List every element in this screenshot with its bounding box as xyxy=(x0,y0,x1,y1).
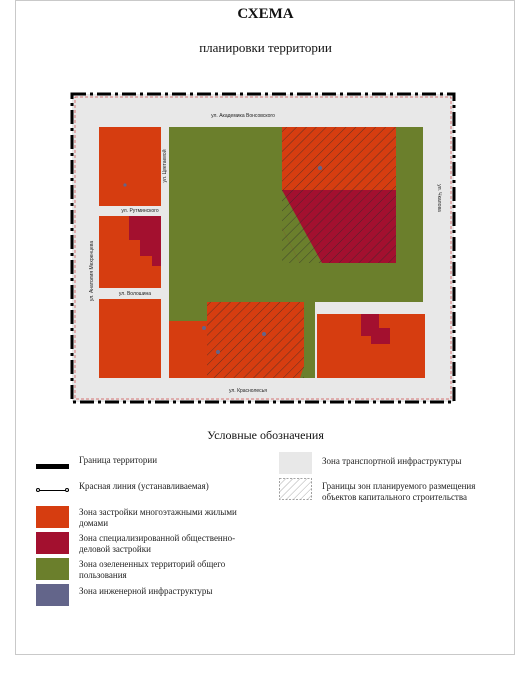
legend-label-transport: Зона транспортной инфраструктуры xyxy=(322,456,462,466)
engineering-point xyxy=(123,183,126,186)
engineering-point xyxy=(318,166,322,170)
street-label-left: ул. Анатолия Мехренцева xyxy=(89,240,95,302)
legend-swatch-planned xyxy=(279,478,312,500)
territory-map xyxy=(68,88,458,406)
residential-block-left-top xyxy=(99,127,161,206)
engineering-point xyxy=(202,326,206,330)
legend-swatch-transport xyxy=(279,452,312,474)
legend-swatch-public-business xyxy=(36,532,69,554)
legend-swatch-red-line xyxy=(36,480,69,502)
planned-zone-central xyxy=(282,127,396,263)
street-label-voloshina: ул. Волошина xyxy=(118,291,152,297)
street-label-rutminskogo: ул. Рутминского xyxy=(121,208,159,214)
residential-bottom-left xyxy=(169,321,207,378)
legend-label-engineering: Зона инженерной инфраструктуры xyxy=(79,586,213,596)
page-subtitle: планировки территории xyxy=(199,40,332,55)
legend-swatch-engineering xyxy=(36,584,69,606)
legend-label-green: Зона озелененных территорий общего пользования xyxy=(79,559,226,580)
legend-swatch-green xyxy=(36,558,69,580)
street-label-top: ул. Академика Вонсовского xyxy=(211,113,275,119)
legend-title: Условные обозначения xyxy=(207,428,324,442)
legend-swatch-residential xyxy=(36,506,69,528)
engineering-point xyxy=(262,332,266,336)
green-strip-right xyxy=(396,127,423,263)
page-title: СХЕМА xyxy=(237,6,294,22)
planned-zone-bottom xyxy=(207,302,304,378)
legend-label-boundary: Граница территории xyxy=(79,455,158,465)
residential-block-left-bottom xyxy=(99,299,161,378)
street-label-bottom: ул. Краснолесья xyxy=(228,388,268,394)
legend-swatch-boundary xyxy=(36,456,69,478)
street-label-tsvetaevoy: ул. Цветаевой xyxy=(162,149,168,183)
street-label-right: ул. Чкалова xyxy=(436,184,442,212)
legend-label-public-business: Зона специализированной общественно-деловой застройки xyxy=(79,533,236,554)
engineering-point xyxy=(216,350,220,354)
legend-label-planned: Границы зон планируемого размещения объектов капитального строительства xyxy=(322,481,476,502)
legend-label-residential: Зона застройки многоэтажными жилыми домами xyxy=(79,507,237,528)
legend-label-red-line: Красная линия (устанавливаемая) xyxy=(79,481,209,491)
